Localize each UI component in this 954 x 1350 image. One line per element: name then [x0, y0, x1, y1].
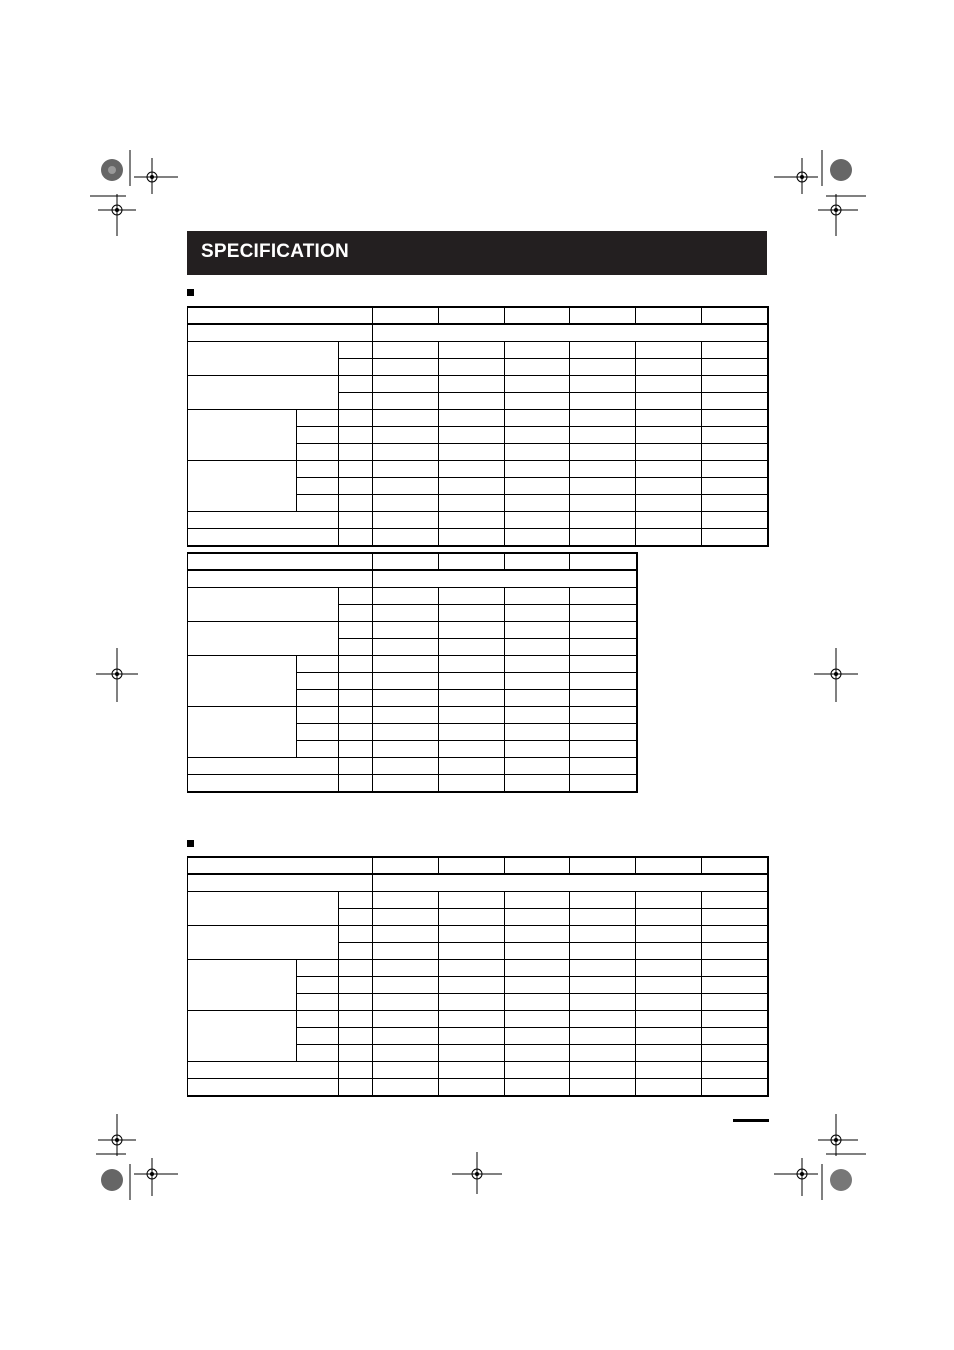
crosshair-circle-icon	[98, 194, 136, 236]
table-row	[188, 775, 637, 793]
page-title: SPECIFICATION	[201, 241, 349, 262]
table-row	[188, 892, 768, 909]
crop-marks-top-left	[90, 150, 190, 240]
table-row	[188, 707, 637, 724]
color-target-icon	[830, 159, 852, 181]
color-target-icon	[101, 1169, 123, 1191]
table-row	[188, 960, 768, 977]
crosshair-circle-icon	[818, 194, 858, 236]
section-bullet-1	[187, 289, 194, 296]
spec-table-3	[187, 856, 769, 1097]
crop-mark-left-middle	[96, 648, 140, 704]
table-row	[188, 410, 768, 427]
table-row	[188, 553, 637, 570]
crosshair-circle-icon	[774, 158, 818, 194]
crosshair-circle-icon	[98, 1114, 136, 1156]
section-bullet-3	[187, 840, 194, 847]
table-row	[188, 324, 768, 342]
table-row	[188, 588, 637, 605]
table-row	[188, 874, 768, 892]
table-row	[188, 376, 768, 393]
table-row	[188, 307, 768, 324]
table-row	[188, 512, 768, 529]
table-row	[188, 656, 637, 673]
table-row	[188, 1062, 768, 1079]
crosshair-circle-icon	[452, 1152, 502, 1194]
table-row	[188, 1079, 768, 1097]
crop-marks-top-right	[770, 150, 870, 240]
table-row	[188, 461, 768, 478]
crosshair-circle-icon	[818, 1114, 858, 1156]
crosshair-circle-icon	[774, 1158, 818, 1196]
crop-marks-bottom-right	[770, 1110, 870, 1200]
crosshair-circle-icon	[134, 1158, 178, 1196]
crop-mark-bottom-center	[452, 1150, 504, 1196]
page-number-bar	[733, 1119, 769, 1122]
table-row	[188, 622, 637, 639]
table-row	[188, 926, 768, 943]
table-row	[188, 342, 768, 359]
table-row	[188, 570, 637, 588]
table-row	[188, 1011, 768, 1028]
crosshair-circle-icon	[134, 158, 178, 194]
table-row	[188, 529, 768, 547]
crop-marks-bottom-left	[90, 1110, 190, 1200]
table-row	[188, 758, 637, 775]
color-target-icon	[830, 1169, 852, 1191]
table-row	[188, 857, 768, 874]
spec-table-1	[187, 306, 769, 547]
crosshair-circle-icon	[96, 648, 138, 702]
crop-mark-right-middle	[814, 648, 858, 704]
section-banner	[187, 231, 767, 275]
spec-table-2	[187, 552, 638, 793]
crosshair-circle-icon	[814, 648, 858, 702]
